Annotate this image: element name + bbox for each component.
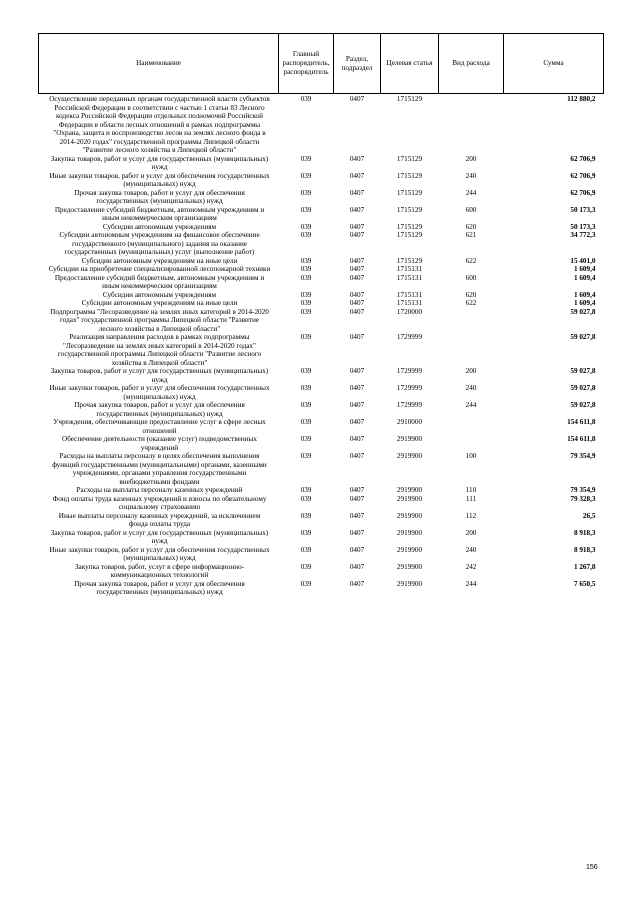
row-sum: 59 027,8	[570, 384, 596, 392]
row-expense-type: 622	[465, 299, 477, 307]
table-row	[39, 580, 604, 597]
row-target: 1729999	[396, 333, 423, 341]
row-section: 0407	[349, 256, 365, 265]
row-admin: 039	[300, 171, 312, 180]
row-sum: 8 918,3	[573, 528, 596, 537]
row-admin: 039	[300, 562, 312, 571]
table-row	[39, 435, 604, 452]
row-sum: 79 354,9	[570, 452, 596, 460]
table-row	[39, 308, 604, 334]
row-section: 0407	[349, 401, 365, 409]
table-row	[39, 206, 604, 223]
row-target: 1729999	[396, 384, 423, 392]
row-section: 0407	[349, 154, 365, 163]
row-sum: 79 328,3	[570, 494, 596, 503]
row-expense-type	[439, 333, 504, 367]
table-row	[39, 274, 604, 291]
row-expense-type: 244	[465, 401, 477, 409]
row-sum: 50 173,3	[570, 222, 596, 231]
row-expense-type: 244	[465, 579, 477, 588]
row-section: 0407	[349, 231, 365, 239]
row-admin: 039	[300, 154, 312, 163]
row-sum: 1 609,4	[573, 290, 596, 299]
header-name: Наименование	[39, 34, 279, 94]
row-section: 0407	[349, 299, 365, 307]
row-target: 1715129	[396, 171, 423, 180]
row-section: 0407	[349, 95, 365, 103]
row-name: Прочая закупка товаров, работ и услуг для обеспечения государственных (муниципальных) нужд	[74, 579, 245, 596]
row-expense-type: 620	[465, 222, 477, 231]
row-target: 1715131	[396, 299, 423, 307]
row-section: 0407	[349, 290, 365, 299]
budget-table	[38, 33, 604, 597]
table-row	[39, 291, 604, 300]
table-row	[39, 94, 604, 155]
row-admin: 039	[300, 435, 312, 443]
row-name: Фонд оплаты труда казенных учреждений и взносы по обязательному социальному страхованию	[52, 494, 267, 511]
table-row	[39, 189, 604, 206]
row-admin: 039	[300, 401, 312, 409]
header-section: Раздел, подраздел	[334, 34, 381, 94]
row-expense-type: 244	[465, 188, 477, 197]
row-admin: 039	[300, 486, 312, 494]
row-expense-type: 112	[465, 511, 477, 520]
row-sum: 59 027,8	[570, 333, 596, 341]
page-number: 156	[586, 864, 598, 871]
row-admin: 039	[300, 367, 312, 375]
table-row	[39, 495, 604, 512]
row-section: 0407	[349, 273, 365, 282]
row-target: 2919900	[396, 545, 423, 554]
row-target: 1715129	[396, 188, 423, 197]
row-name: Учреждения, обеспечивающие предоставление услуг в сфере лесных отношений	[53, 418, 266, 435]
row-section: 0407	[349, 494, 365, 503]
row-name: Субсидии на приобретение специализированной лесопожарной техники	[48, 265, 271, 273]
table-header-row	[39, 34, 604, 94]
row-section: 0407	[349, 188, 365, 197]
row-expense-type	[439, 435, 504, 452]
row-name: Иные закупки товаров, работ и услуг для обеспечения государственных (муниципальных) нужд	[49, 384, 270, 401]
row-name: Предоставление субсидий бюджетным, автономным учреждениям и иным некоммерческим организациям	[54, 273, 265, 290]
row-target: 2919900	[396, 494, 423, 503]
row-section: 0407	[349, 171, 365, 180]
row-expense-type: 620	[465, 290, 477, 299]
table-row	[39, 401, 604, 418]
row-admin: 039	[300, 511, 312, 520]
table-row	[39, 384, 604, 401]
row-section: 0407	[349, 307, 365, 316]
row-target: 1715131	[396, 265, 423, 273]
row-name: Иные закупки товаров, работ и услуг для обеспечения государственных (муниципальных) нужд	[49, 171, 270, 188]
row-name: Предоставление субсидий бюджетным, автономным учреждениям и иным некоммерческим организациям	[54, 205, 265, 222]
budget-table-container	[38, 33, 603, 597]
row-target: 2919900	[396, 562, 423, 571]
row-target: 2919900	[396, 435, 423, 443]
table-row	[39, 418, 604, 435]
row-target: 1715129	[396, 205, 423, 214]
row-sum: 7 650,5	[573, 579, 596, 588]
row-sum: 26,5	[582, 511, 596, 520]
row-target: 1715129	[396, 95, 423, 103]
row-admin: 039	[300, 418, 312, 426]
row-expense-type: 622	[465, 256, 477, 265]
row-expense-type	[439, 265, 504, 274]
table-row	[39, 486, 604, 495]
row-sum: 1 267,8	[573, 562, 596, 571]
row-expense-type: 240	[465, 171, 477, 180]
row-sum: 59 027,8	[570, 307, 596, 316]
row-section: 0407	[349, 418, 365, 426]
row-target: 1729999	[396, 401, 423, 409]
table-row	[39, 172, 604, 189]
row-name: Осуществление переданных органам государственной власти субъектов Российской Федерации в соответствии с частью 1 статьи 83 Лесного кодекса Российской Федерации отдельных полномочий Российской Федерации в области лесных отношений в рамках подпрограммы "Охрана, защита и воспроизводство лесов на землях лесного фонда в 2014-2020 годах" государственной программы Липецкой области "Развитие лесного хозяйства в Липецкой области"	[49, 95, 270, 154]
row-sum: 112 880,2	[567, 95, 596, 103]
row-section: 0407	[349, 265, 365, 273]
row-admin: 039	[300, 545, 312, 554]
row-target: 1729999	[396, 367, 423, 375]
row-sum: 50 173,3	[570, 205, 596, 214]
row-target: 1715129	[396, 231, 423, 239]
row-target: 1715129	[396, 154, 423, 163]
table-row	[39, 563, 604, 580]
row-name: Субсидии автономным учреждениям на иные цели	[81, 256, 238, 265]
row-section: 0407	[349, 222, 365, 231]
header-sum: Сумма	[504, 34, 604, 94]
row-section: 0407	[349, 333, 365, 341]
row-name: Закупка товаров, работ и услуг для государственных (муниципальных) нужд	[50, 528, 269, 545]
table-row	[39, 452, 604, 486]
row-name: Прочая закупка товаров, работ и услуг для обеспечения государственных (муниципальных) нужд	[74, 401, 245, 418]
row-name: Расходы на выплаты персоналу казенных учреждений	[76, 486, 243, 494]
table-row	[39, 299, 604, 308]
table-row	[39, 155, 604, 172]
row-sum: 59 027,8	[570, 401, 596, 409]
row-admin: 039	[300, 222, 312, 231]
row-admin: 039	[300, 95, 312, 103]
row-name: Реализация направления расходов в рамках подпрограммы "Лесоразведение на землях иных категорий в 2014-2020 годах" государственной программы Липецкой области "Развитие лесного хозяйства в Липецкой области"	[57, 333, 262, 367]
row-admin: 039	[300, 256, 312, 265]
row-sum: 62 706,9	[570, 154, 596, 163]
row-name: Иные закупки товаров, работ и услуг для обеспечения государственных (муниципальных) нужд	[49, 545, 270, 562]
row-expense-type: 100	[465, 452, 477, 460]
row-admin: 039	[300, 528, 312, 537]
table-row	[39, 257, 604, 266]
row-admin: 039	[300, 494, 312, 503]
row-expense-type: 200	[465, 367, 477, 375]
row-sum: 79 354,9	[570, 486, 596, 494]
row-name: Закупка товаров, работ и услуг для государственных (муниципальных) нужд	[50, 367, 269, 384]
row-expense-type: 240	[465, 384, 477, 392]
row-expense-type: 242	[465, 562, 477, 571]
table-row	[39, 333, 604, 367]
row-name: Субсидии автономным учреждениям	[102, 222, 217, 231]
row-name: Субсидии автономным учреждениям на иные цели	[81, 299, 238, 307]
row-sum: 34 772,3	[570, 231, 596, 239]
row-name: Прочая закупка товаров, работ и услуг для обеспечения государственных (муниципальных) нужд	[74, 188, 245, 205]
row-target: 1715129	[396, 222, 423, 231]
row-admin: 039	[300, 273, 312, 282]
row-expense-type: 600	[465, 205, 477, 214]
row-sum: 1 609,4	[573, 273, 596, 282]
row-name: Подпрограмма "Лесоразведение на землях иных категорий в 2014-2020 годах" государственной программы Липецкой области "Развитие лесного хозяйства в Липецкой области"	[50, 307, 269, 333]
row-admin: 039	[300, 452, 312, 460]
row-expense-type: 240	[465, 545, 477, 554]
row-admin: 039	[300, 205, 312, 214]
row-expense-type: 200	[465, 154, 477, 163]
row-target: 2919900	[396, 486, 423, 494]
row-section: 0407	[349, 205, 365, 214]
row-target: 2919900	[396, 579, 423, 588]
row-admin: 039	[300, 333, 312, 341]
row-name: Обеспечение деятельности (оказание услуг) подведомственных учреждений	[62, 435, 257, 452]
row-sum: 62 706,9	[570, 171, 596, 180]
row-section: 0407	[349, 545, 365, 554]
row-name: Иные выплаты персоналу казенных учреждений, за исключением фонда оплаты труда	[58, 511, 261, 528]
row-target: 2919900	[396, 452, 423, 460]
row-section: 0407	[349, 579, 365, 588]
row-sum: 154 611,8	[567, 418, 596, 426]
header-target: Целевая статья	[381, 34, 439, 94]
row-sum: 15 401,0	[570, 256, 596, 265]
row-admin: 039	[300, 290, 312, 299]
row-section: 0407	[349, 511, 365, 520]
row-section: 0407	[349, 367, 365, 375]
row-section: 0407	[349, 384, 365, 392]
row-section: 0407	[349, 452, 365, 460]
row-section: 0407	[349, 528, 365, 537]
row-name: Расходы на выплаты персоналу в целях обеспечения выполнения функций государственными (муниципальными) органами, казенными учреждениями, органами управления государственными внебюджетными фондами	[52, 452, 267, 486]
row-expense-type: 111	[465, 494, 477, 503]
header-admin: Главный распорядитель, распорядитель	[279, 34, 334, 94]
row-target: 2910000	[396, 418, 423, 426]
row-admin: 039	[300, 231, 312, 239]
row-expense-type	[439, 308, 504, 334]
row-name: Субсидии автономным учреждениям	[102, 290, 217, 299]
header-expense-type: Вид расхода	[439, 34, 504, 94]
row-sum: 8 918,3	[573, 545, 596, 554]
row-sum: 1 609,4	[573, 299, 596, 307]
row-admin: 039	[300, 299, 312, 307]
table-row	[39, 223, 604, 232]
row-section: 0407	[349, 435, 365, 443]
row-admin: 039	[300, 265, 312, 273]
row-target: 1715131	[396, 290, 423, 299]
row-sum: 154 611,8	[567, 435, 596, 443]
row-section: 0407	[349, 562, 365, 571]
table-row	[39, 367, 604, 384]
table-row	[39, 231, 604, 257]
row-expense-type: 200	[465, 528, 477, 537]
row-section: 0407	[349, 486, 365, 494]
row-admin: 039	[300, 579, 312, 588]
row-admin: 039	[300, 384, 312, 392]
row-target: 1715131	[396, 273, 423, 282]
row-admin: 039	[300, 307, 312, 316]
row-name: Закупка товаров, работ и услуг для государственных (муниципальных) нужд	[50, 154, 269, 171]
row-target: 1715129	[396, 256, 423, 265]
row-name: Закупка товаров, работ, услуг в сфере информационно-коммуникационных технологий	[74, 562, 245, 579]
row-expense-type	[439, 418, 504, 435]
row-admin: 039	[300, 188, 312, 197]
row-sum: 59 027,8	[570, 367, 596, 375]
row-name: Субсидии автономным учреждениям на финансовое обеспечение государственного (муниципального) задания на оказание государственных (муниципальных) услуг (выполнение работ)	[59, 231, 260, 256]
row-target: 2919900	[396, 511, 423, 520]
table-row	[39, 265, 604, 274]
row-expense-type	[439, 94, 504, 155]
row-target: 1720000	[396, 307, 423, 316]
table-row	[39, 546, 604, 563]
row-expense-type: 110	[465, 486, 477, 494]
row-sum: 1 609,4	[573, 265, 596, 273]
table-row	[39, 512, 604, 529]
row-expense-type: 600	[465, 273, 477, 282]
row-target: 2919900	[396, 528, 423, 537]
table-row	[39, 529, 604, 546]
row-expense-type: 621	[465, 231, 477, 239]
row-sum: 62 706,9	[570, 188, 596, 197]
